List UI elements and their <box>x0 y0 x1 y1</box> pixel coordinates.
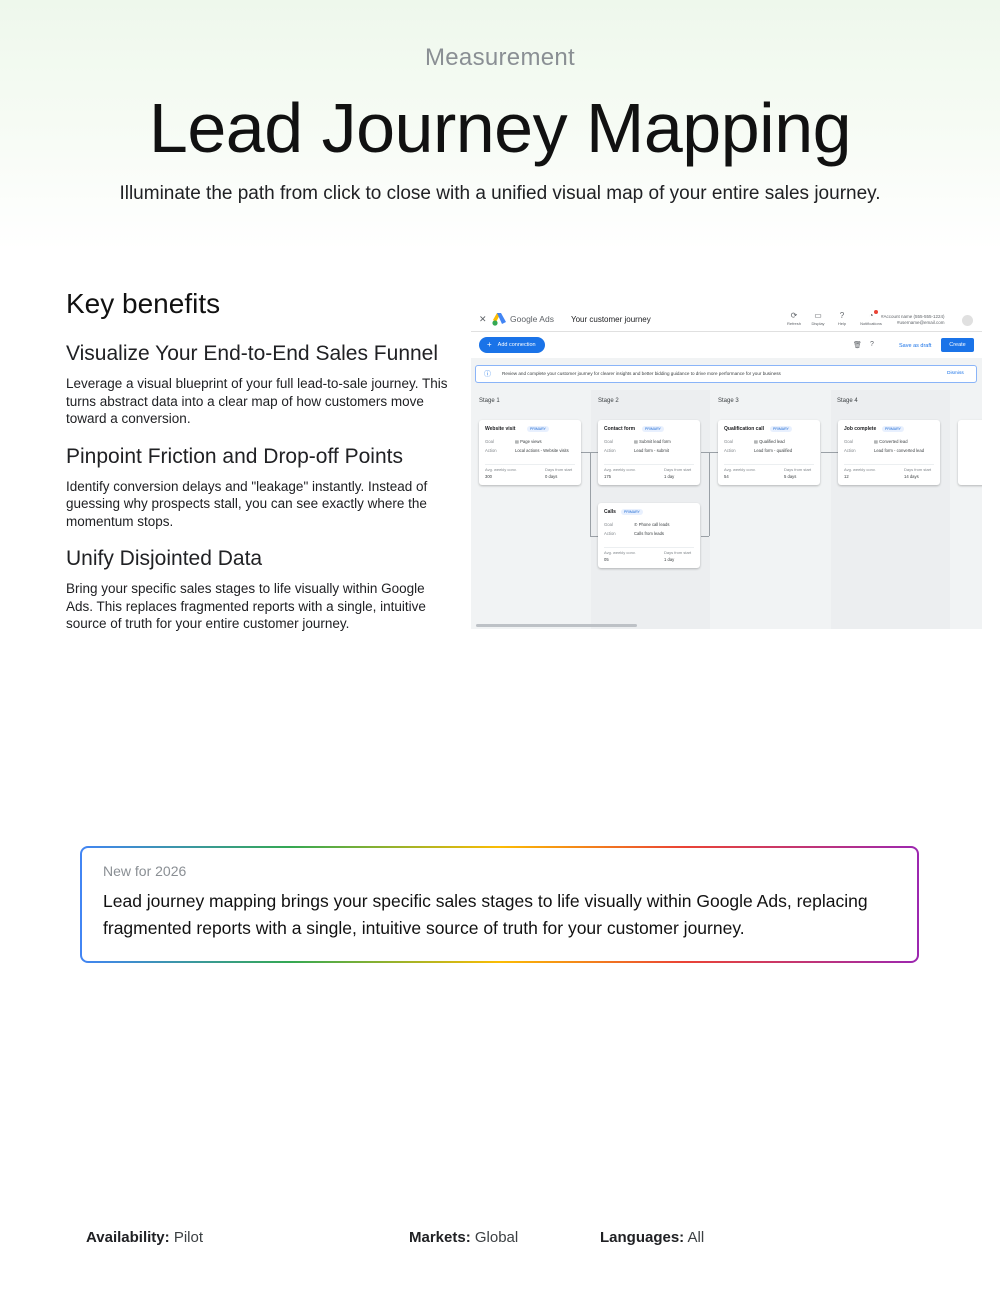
callout-box <box>80 846 919 963</box>
primary-badge: PRIMARY <box>642 426 664 432</box>
availability-label: Availability: <box>86 1229 170 1246</box>
card-divider <box>485 464 575 465</box>
card-divider <box>724 464 814 465</box>
goal-value <box>874 439 908 444</box>
stage-label: Stage 1 <box>479 398 500 404</box>
delete-icon[interactable]: 🗑 <box>853 342 862 349</box>
benefit-item <box>66 547 451 633</box>
display-icon: ▭ <box>814 311 822 320</box>
metric-label: Avg. weekly conv. <box>485 467 517 472</box>
document-icon: ▤ <box>754 439 760 444</box>
help-circle-icon[interactable]: ? <box>870 341 874 348</box>
metric-label: Days from start <box>545 467 573 472</box>
metric-label: Days from start <box>664 550 692 555</box>
stage-label: Stage 3 <box>718 398 739 404</box>
stage-label: Stage 4 <box>837 398 858 404</box>
benefit-title: Unify Disjointed Data <box>66 547 263 570</box>
plus-icon: + <box>487 340 492 349</box>
markets-label: Markets: <box>409 1229 471 1246</box>
card-title: Qualification call <box>724 426 765 432</box>
account-email: #username@email.com <box>896 320 945 325</box>
callout-text: Lead journey mapping brings your specific sales stages to life visually within Google Ads, replacing fragmented reports with a single, intuitive source of truth for your customer journey. <box>103 891 868 938</box>
languages-value: All <box>687 1229 705 1246</box>
account-info[interactable] <box>881 314 945 326</box>
metric-label: Days from start <box>664 467 692 472</box>
metric-value: 05 <box>604 557 609 562</box>
goal-value <box>754 439 785 444</box>
info-icon: ⓘ <box>484 371 491 378</box>
create-button[interactable]: Create <box>941 338 974 352</box>
action-value: Lead form - submit <box>634 448 669 453</box>
display-label: Display <box>811 321 825 326</box>
goal-value <box>515 439 542 444</box>
callout-tag: New for 2026 <box>103 863 187 879</box>
action-value: Lead form - qualified <box>754 448 793 453</box>
connector-line <box>590 536 598 537</box>
form-icon: ▤ <box>634 439 640 444</box>
card-title: Job complete <box>844 426 877 432</box>
metric-value: 14 days <box>904 474 919 479</box>
page-title: Lead Journey Mapping <box>148 89 852 167</box>
notifications-label: Notifications <box>860 321 882 326</box>
action-label: Action <box>724 448 736 453</box>
action-value: Local actions - Website visits <box>515 448 569 453</box>
primary-badge: PRIMARY <box>770 426 792 432</box>
action-label: Action <box>604 448 616 453</box>
stage-label: Stage 2 <box>598 398 619 404</box>
metric-label: Avg. weekly conv. <box>844 467 876 472</box>
metric-label: Avg. weekly conv. <box>604 467 636 472</box>
benefit-title: Pinpoint Friction and Drop-off Points <box>66 444 403 468</box>
metric-value: 0 days <box>545 474 558 479</box>
journey-card[interactable] <box>479 420 581 485</box>
add-connection-label: Add connection <box>497 342 536 348</box>
metric-value: 54 <box>724 474 729 479</box>
connector-line <box>709 452 710 536</box>
dismiss-button[interactable]: Dismiss <box>947 371 964 376</box>
goal-value <box>634 439 671 444</box>
metric-value: 1 day <box>664 474 675 479</box>
goal-text: Converted lead <box>879 439 908 444</box>
availability-info <box>86 1229 203 1246</box>
metric-label: Days from start <box>904 467 932 472</box>
page-icon: ▤ <box>515 439 521 444</box>
product-screenshot <box>471 308 982 629</box>
card-title: Contact form <box>604 426 636 432</box>
primary-badge: PRIMARY <box>621 509 643 515</box>
primary-badge: PRIMARY <box>882 426 904 432</box>
callout-inner <box>82 848 917 961</box>
add-connection-button[interactable] <box>479 337 545 353</box>
action-value: Lead form - converted lead <box>874 448 925 453</box>
close-icon[interactable]: ✕ <box>479 314 487 324</box>
benefit-body: Bring your specific sales stages to life visually within Google Ads. This replaces fragmented reports with a single, intuitive source of truth for your entire customer journey. <box>66 581 426 631</box>
horizontal-scrollbar[interactable] <box>476 624 637 627</box>
goal-text: Submit lead form <box>639 439 671 444</box>
goal-label: Goal <box>724 439 733 444</box>
benefit-title: Visualize Your End-to-End Sales Funnel <box>66 342 439 365</box>
goal-label: Goal <box>604 522 613 527</box>
metric-value: 300 <box>485 474 492 479</box>
markets-info <box>409 1229 518 1246</box>
brand-name: Google Ads <box>510 314 554 324</box>
avatar[interactable] <box>962 315 973 326</box>
goal-label: Goal <box>604 439 613 444</box>
journey-card-partial[interactable] <box>958 420 982 485</box>
key-benefits-heading: Key benefits <box>66 288 221 319</box>
metric-label: Avg. weekly conv. <box>724 467 756 472</box>
help-icon: ? <box>839 311 845 320</box>
journey-card[interactable] <box>598 503 700 568</box>
notification-dot <box>874 310 878 314</box>
card-divider <box>844 464 934 465</box>
metric-label: Avg. weekly conv. <box>604 550 636 555</box>
benefit-item <box>66 342 451 428</box>
phone-icon: ✆ <box>634 522 639 527</box>
goal-value <box>634 522 669 527</box>
app-top-bar <box>471 308 982 332</box>
metric-value: 1 day <box>664 557 675 562</box>
benefit-body: Leverage a visual blueprint of your full lead-to-sale journey. This turns abstract data into a clear map of how customers move toward a conversion. <box>66 376 448 426</box>
eyebrow-label: Measurement <box>424 44 576 71</box>
help-button[interactable] <box>828 311 856 326</box>
action-label: Action <box>844 448 856 453</box>
journey-card[interactable] <box>838 420 940 485</box>
languages-label: Languages: <box>600 1229 685 1246</box>
refresh-label: Refresh <box>786 321 801 326</box>
markets-value: Global <box>474 1229 519 1246</box>
goal-text: Page views <box>520 439 542 444</box>
card-divider <box>604 464 694 465</box>
languages-info <box>600 1229 704 1246</box>
google-ads-logo-icon <box>492 313 506 326</box>
action-value: Calls from leads <box>634 531 665 536</box>
metric-value: 5 days <box>784 474 797 479</box>
primary-badge: PRIMARY <box>527 426 549 432</box>
info-banner <box>475 365 977 383</box>
card-title: Website visit <box>485 426 516 432</box>
availability-value: Pilot <box>173 1229 203 1246</box>
help-label: Help <box>837 321 847 326</box>
document-icon: ▤ <box>874 439 880 444</box>
goal-label: Goal <box>844 439 853 444</box>
benefit-body: Identify conversion delays and "leakage" instantly. Instead of guessing why prospects stall, you can see exactly where the momentum stops. <box>66 478 428 529</box>
metric-value: 175 <box>604 474 611 479</box>
page-subtitle: Illuminate the path from click to close with a unified visual map of your entire sales journey. <box>119 183 881 204</box>
benefit-item <box>66 445 451 531</box>
connector-line <box>590 452 591 536</box>
goal-label: Goal <box>485 439 494 444</box>
goal-text: Qualified lead <box>759 439 785 444</box>
goal-text: Phone call leads <box>638 522 670 527</box>
card-divider <box>604 547 694 548</box>
refresh-icon: ⟳ <box>790 311 798 320</box>
save-draft-button[interactable]: Save as draft <box>899 343 932 349</box>
card-title: Calls <box>604 509 616 515</box>
connector-line <box>821 452 838 453</box>
info-banner-text: Review and complete your customer journey for clearer insights and better bidding guidance to drive more performance for your business <box>502 371 781 376</box>
account-name: #Account name (555-555-1224) <box>881 314 945 319</box>
key-benefits-section <box>66 288 451 650</box>
notifications-icon: ◔ <box>868 311 874 320</box>
metric-label: Days from start <box>784 467 812 472</box>
action-label: Action <box>485 448 497 453</box>
action-label: Action <box>604 531 616 536</box>
metric-value: 12 <box>844 474 849 479</box>
journey-card[interactable] <box>598 420 700 485</box>
journey-card[interactable] <box>718 420 820 485</box>
journey-title: Your customer journey <box>571 315 651 324</box>
connector-line <box>701 536 709 537</box>
